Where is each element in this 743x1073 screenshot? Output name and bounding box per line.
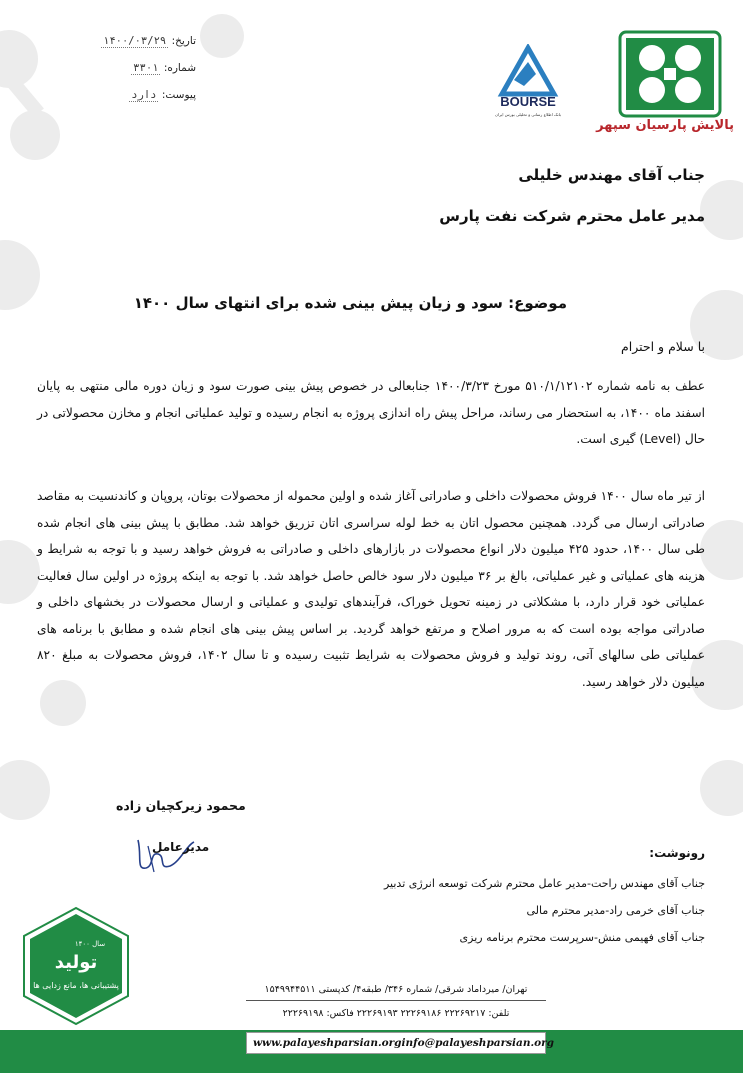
body-paragraph: از تیر ماه سال ۱۴۰۰ فروش محصولات داخلی و صادراتی آغاز شده و اولین محموله از محصولات بوتان، پروپان و کاندنسیت به مقاصد صادراتی ارسال می گردد. همچنین محصول اتان به خط لوله سراسری اتان تزریق خواهد شد. مطابق با پیش بینی های انجام شده طی سال ۱۴۰۰، حدود ۴۲۵ میلیون دلار انواع محصولات در بازارهای داخلی و صادراتی به فروش خواهد رسید و با توجه به شرایط و هزینه های عملیاتی و غیر عملیاتی، بالغ بر ۳۶ میلیون دلار سود خالص حاصل خواهد شد. با توجه به اینکه پروژه در اولین سال فعالیت عملیاتی خود قرار دارد، با مشکلاتی در زمینه تحویل خوراک، فرآیندهای تولیدی و عملیاتی و ارسال محصولات در بخشهای داخلی و صادراتی مواجه بوده است که به مرور اصلاح و مرتفع خواهد گردید. بر اساس پیش بینی های انجام شده و مطابق با برنامه های عملیاتی طی سالهای آتی، روند تولید و فروش محصولات به شرایط تثبیت رسیده و تا سال ۱۴۰۲، فروش محصولات به مبلغ ۸۲۰ میلیون دلار خواهد رسید. xyxy=(37,489,705,689)
date-value: ۱۴۰۰/۰۳/۲۹ xyxy=(103,35,167,47)
signer-name: محمود زیرکچیان زاده xyxy=(116,798,246,813)
body-paragraph: عطف به نامه شماره ۵۱۰/۱/۱۲۱۰۲ مورخ ۱۴۰۰/۳/۲۳ جنابعالی در خصوص پیش بینی صورت سود و زیان دوره مالی منتهی به پایان اسفند ماه ۱۴۰۰، به استحضار می رساند، مراحل پیش راه اندازی پروژه به انجام رسیده و تولید عملیاتی انجام و مخازن محصولاتی در حال (Level) گیری است. xyxy=(37,379,706,446)
bourse-logo xyxy=(484,44,572,120)
letter-meta xyxy=(86,28,196,109)
number-row: شماره: ۳۳۰۱ xyxy=(133,62,196,74)
bourse-logo-text: BOURSE xyxy=(500,94,556,109)
cc-line: جناب آقای خرمی راد-مدیر محترم مالی xyxy=(526,904,705,917)
recipient-title: مدیر عامل محترم شرکت نفت پارس xyxy=(439,207,705,225)
company-logo-name: پالایش پارسیان سپهر xyxy=(596,118,734,133)
date-row: تاریخ: ۱۴۰۰/۰۳/۲۹ xyxy=(103,35,196,47)
cc-label: رونوشت: xyxy=(649,846,705,860)
footer-contact-box xyxy=(246,1032,554,1054)
badge-year: سال ۱۴۰۰ xyxy=(74,940,106,948)
subject-line: موضوع: سود و زیان پیش بینی شده برای انتهای سال ۱۴۰۰ xyxy=(133,294,567,312)
website-link[interactable]: www.palayeshparsian.org xyxy=(253,1037,402,1049)
badge-slogan-sub: پشتیبانی ها، مانع زدایی ها xyxy=(33,981,119,990)
email-link[interactable]: info@palayeshparsian.org xyxy=(401,1037,554,1049)
cc-line: جناب آقای فهیمی منش-سرپرست محترم برنامه ریزی xyxy=(459,931,705,944)
signer-title: مدیرعامل xyxy=(152,840,210,854)
footer-address: تهران/ میرداماد شرقی/ شماره ۳۴۶/ طبقه۴/ کدپستی ۱۵۴۹۹۴۴۵۱۱ xyxy=(264,984,528,995)
footer-phones: تلفن: ۲۲۲۶۹۲۱۷ ۲۲۲۶۹۱۸۶ ۲۲۲۶۹۱۹۳ فاکس: ۲۲۲۶۹۱۹۸ xyxy=(282,1008,510,1019)
number-value: ۳۳۰۱ xyxy=(133,62,159,74)
recipient-name: جناب آقای مهندس خلیلی xyxy=(518,166,705,184)
production-year-badge xyxy=(20,906,132,1026)
footer-divider xyxy=(246,1000,546,1001)
badge-slogan-main: تولید xyxy=(54,952,98,973)
attachment-value: دارد xyxy=(131,89,157,101)
cc-line: جناب آقای مهندس راحت-مدیر عامل محترم شرکت توسعه انرژی تدبیر xyxy=(383,877,705,890)
bourse-logo-subtext: بانک اطلاع رسانی و تحلیلی بورس ایران xyxy=(495,112,561,117)
greeting: با سلام و احترام xyxy=(621,339,705,354)
attachment-row: پیوست: دارد xyxy=(131,89,196,101)
